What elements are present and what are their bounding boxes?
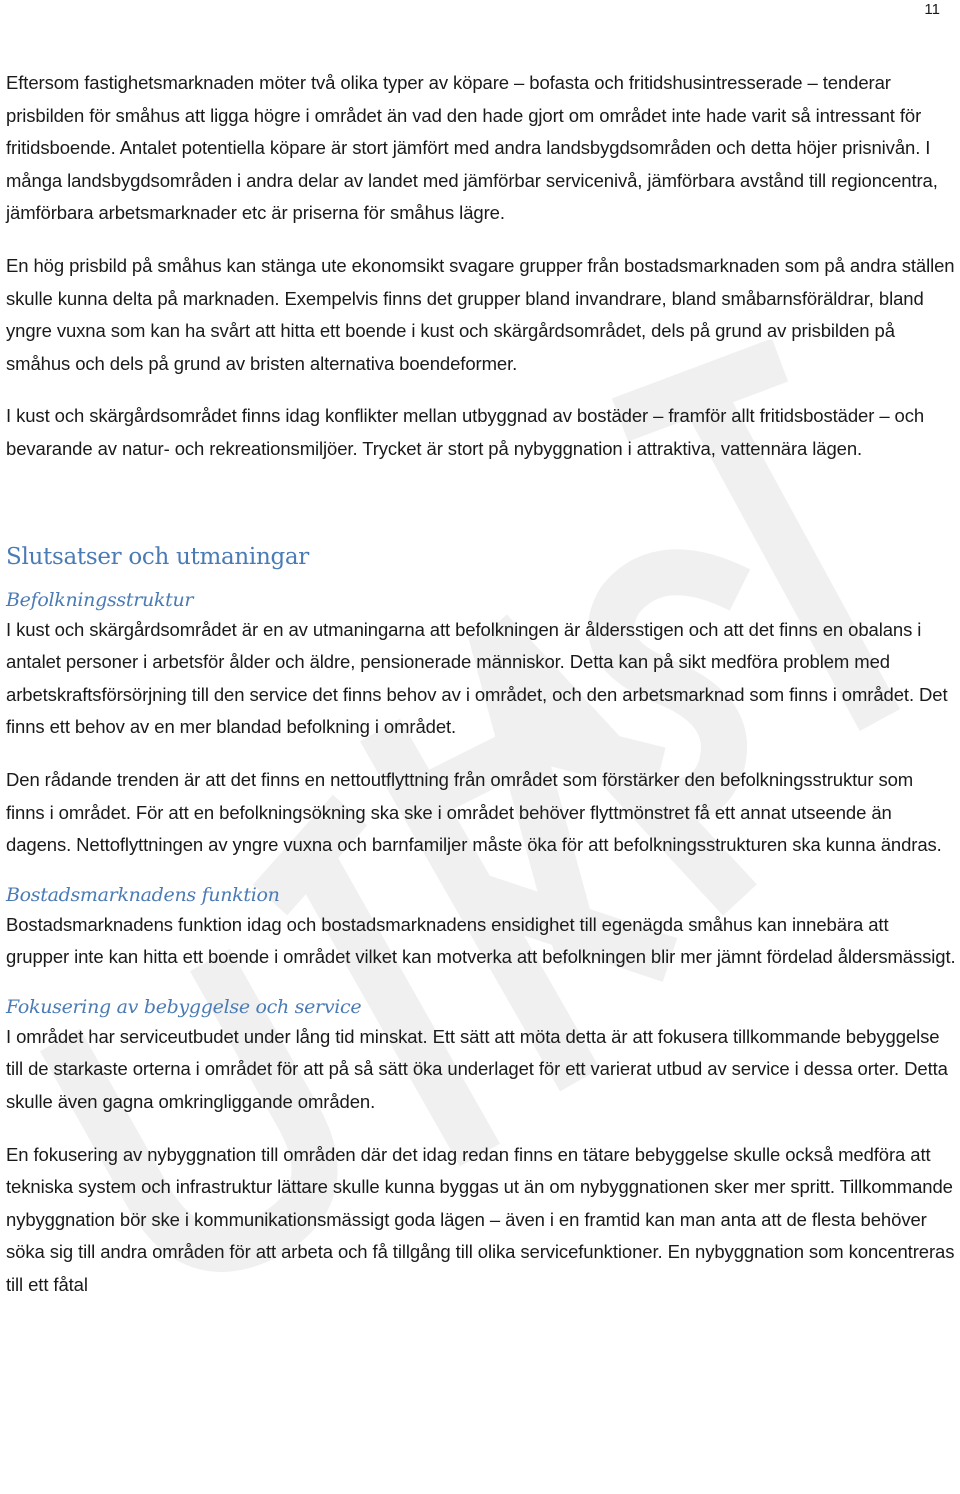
paragraph: I kust och skärgårdsområdet är en av utmaningarna att befolkningen är åldersstigen och att det finns en obalans i antalet personer i arbetsför ålder och äldre, pensionerade människor. Detta kan på sikt medföra problem med arbetskraftsförsörjning till den service det finns behov av i området, och den arbetsmarknad som finns i området. Det finns ett behov av en mer blandad befolkning i området. [6, 618, 948, 738]
subsection-heading: Fokusering av bebyggelse och service [6, 995, 362, 1018]
subsection-heading: Bostadsmarknadens funktion [6, 883, 280, 906]
document-body [6, 67, 956, 1302]
paragraph: Eftersom fastighetsmarknaden möter två olika typer av köpare – bofasta och fritidshusintresserade – tenderar prisbilden för småhus att ligga högre i området än vad den hade gjort om området inte hade varit så intressant för fritidsboende. Antalet potentiella köpare är stort jämfört med andra landsbygdsområden och detta höjer prisnivån. I många landsbygdsområden i andra delar av landet med jämförbar servicenivå, jämförbara avstånd till regioncentra, jämförbara arbetsmarknader etc är priserna för småhus lägre. [6, 72, 938, 224]
page-number: 11 [924, 1, 940, 18]
paragraph: En fokusering av nybyggnation till områden där det idag redan finns en tätare bebyggelse skulle också medföra att tekniska system och infrastruktur lättare skulle kunna byggas ut än om nybyggnationen sker mer spritt. Tillkommande nybyggnation bör ske i kommunikationsmässigt goda lägen – även i en framtid kan man anta att de flesta behöver söka sig till andra områden för att arbeta och få tillgång till olika servicefunktioner. En nybyggnation som koncentreras till ett fåtal [6, 1143, 955, 1296]
paragraph: Den rådande trenden är att det finns en nettoutflyttning från området som förstärker den befolkningsstruktur som finns i området. För att en befolkningsökning ska ske i området behöver flyttmönstret få ett annat utseende än dagens. Nettoflyttningen av yngre vuxna och barnfamiljer måste öka för att befolkningsstrukturen ska kunna ändras. [6, 768, 942, 856]
subsection-heading: Befolkningsstruktur [6, 588, 194, 611]
paragraph: I området har serviceutbudet under lång tid minskat. Ett sätt att möta detta är att fokusera tillkommande bebyggelse till de starkaste orterna i området för att på så sätt öka underlaget för ett varierat utbud av service i dessa orter. Detta skulle även gagna omkringliggande områden. [6, 1025, 948, 1113]
section-heading: Slutsatser och utmaningar [6, 543, 309, 570]
paragraph: En hög prisbild på småhus kan stänga ute ekonomsikt svagare grupper från bostadsmarknaden som på andra ställen skulle kunna delta på marknaden. Exempelvis finns det grupper bland invandrare, bland småbarnsföräldrar, bland yngre vuxna som kan ha svårt att hitta ett boende i kust och skärgårdsområdet, dels på grund av prisbilden på småhus och dels på grund av bristen alternativa boendeformer. [6, 254, 955, 374]
paragraph: Bostadsmarknadens funktion idag och bostadsmarknadens ensidighet till egenägda småhus kan innebära att grupper inte kan hitta ett boende i området vilket kan motverka att befolkningen blir mer jämnt fördelad åldersmässigt. [6, 913, 956, 968]
paragraph: I kust och skärgårdsområdet finns idag konflikter mellan utbyggnad av bostäder – framför allt fritidsbostäder – och bevarande av natur- och rekreationsmiljöer. Trycket är stort på nybyggnation i attraktiva, vattennära lägen. [6, 405, 925, 459]
